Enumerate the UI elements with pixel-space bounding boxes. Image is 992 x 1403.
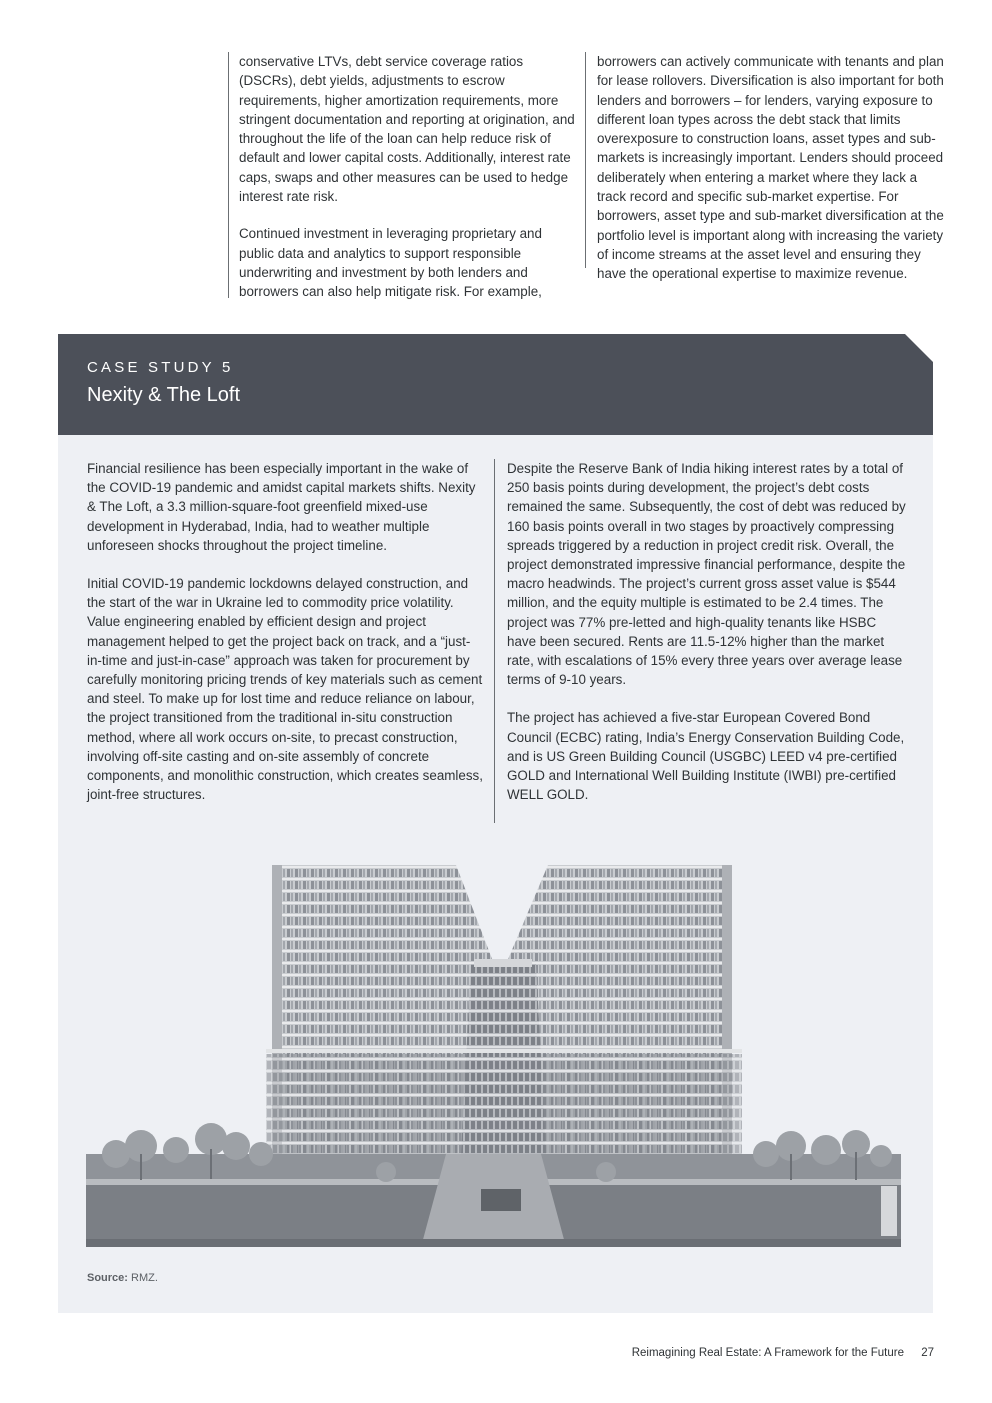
building-rendering-image bbox=[86, 854, 901, 1247]
page-footer bbox=[632, 1347, 934, 1359]
header-corner-cut bbox=[905, 334, 933, 362]
top-right-column bbox=[585, 52, 947, 282]
body-paragraph: The project has achieved a five-star European Covered Bond Council (ECBC) rating, India’s Energy Conservation Building Code, and is US Green Building Council (USGBC) LEED v4 pre-certified GOLD and International Well Building Institute (IWBI) pre-certified WELL GOLD. bbox=[507, 710, 905, 803]
body-paragraph: Despite the Reserve Bank of India hiking interest rates by a total of 250 basis points during development, the project’s debt costs remained the same. Subsequently, the cost of debt was reduced by 160 basis points overall in two stages by proactively compressing spreads triggered by a reduction in project credit risk. Overall, the project demonstrated impressive financial performance, despite the macro headwinds. The project’s current gross asset value is $544 million, and the equity multiple is estimated to be 2.4 times. The project was 77% pre-letted and high-quality tenants like HSBC have been secured. Rents are 11.5-12% higher than the market rate, with escalations of 15% every three years over average lease terms of 9-10 years. bbox=[507, 461, 906, 688]
figure-source bbox=[87, 1272, 158, 1284]
top-left-column bbox=[228, 52, 575, 298]
footer-title-rest: A Framework for the Future bbox=[764, 1347, 904, 1359]
footer-title-bold: Reimagining Real Estate: bbox=[631, 1347, 762, 1359]
source-value: RMZ. bbox=[131, 1272, 158, 1284]
body-paragraph: borrowers can actively communicate with tenants and plan for lease rollovers. Diversification is also important for both lenders and borrowers – for lenders, varying exposure to different loan types across the debt stack that limits overexposure to construction loans, asset types and sub-markets is increasingly important. Lenders should proceed deliberately when entering a market where they lack a track record and specific sub-market expertise. For borrowers, asset type and sub-market diversification at the portfolio level is important along with increasing the variety of income streams at the asset level and ensuring they have the operational expertise to maximize revenue. bbox=[597, 54, 944, 282]
source-label: Source: bbox=[87, 1272, 128, 1284]
body-paragraph: Continued investment in leveraging proprietary and public data and analytics to support responsible underwriting and investment by both lenders and borrowers can also help mitigate risk. For example, bbox=[239, 226, 542, 300]
case-left-column bbox=[87, 459, 483, 823]
case-study-panel bbox=[58, 334, 933, 1313]
body-paragraph: conservative LTVs, debt service coverage ratios (DSCRs), debt yields, adjustments to escrow requirements, higher amortization requirements, more stringent documentation and reporting at origination, and throughout the life of the loan can help reduce risk of default and lower capital costs. Additionally, interest rate caps, swaps and other measures can be used to hedge interest rate risk. bbox=[239, 54, 575, 205]
case-right-column bbox=[494, 459, 907, 823]
case-study-label: CASE STUDY 5 bbox=[87, 359, 234, 376]
page-number: 27 bbox=[921, 1347, 934, 1359]
case-study-header bbox=[58, 334, 933, 435]
body-paragraph: Financial resilience has been especially important in the wake of the COVID-19 pandemic and amidst capital markets shifts. Nexity & The Loft, a 3.3 million-square-foot greenfield mixed-use development in Hyderabad, India, had to weather multiple unforeseen shocks throughout the project timeline. bbox=[87, 461, 476, 553]
case-study-title: Nexity & The Loft bbox=[87, 384, 241, 406]
body-paragraph: Initial COVID-19 pandemic lockdowns delayed construction, and the start of the war in Ukraine led to commodity price volatility. Value engineering enabled by efficient design and project management helped to get the project back on track, and a “just-in-time and just-in-case” approach was taken for procurement by carefully monitoring pricing trends of key materials such as cement and steel. To make up for lost time and reduce reliance on labour, the project transitioned from the traditional in-situ construction method, where all work occurs on-site, to precast construction, involving off-site casting and on-site assembly of concrete components, and monolithic construction, which creates seamless, joint-free structures. bbox=[87, 576, 483, 803]
